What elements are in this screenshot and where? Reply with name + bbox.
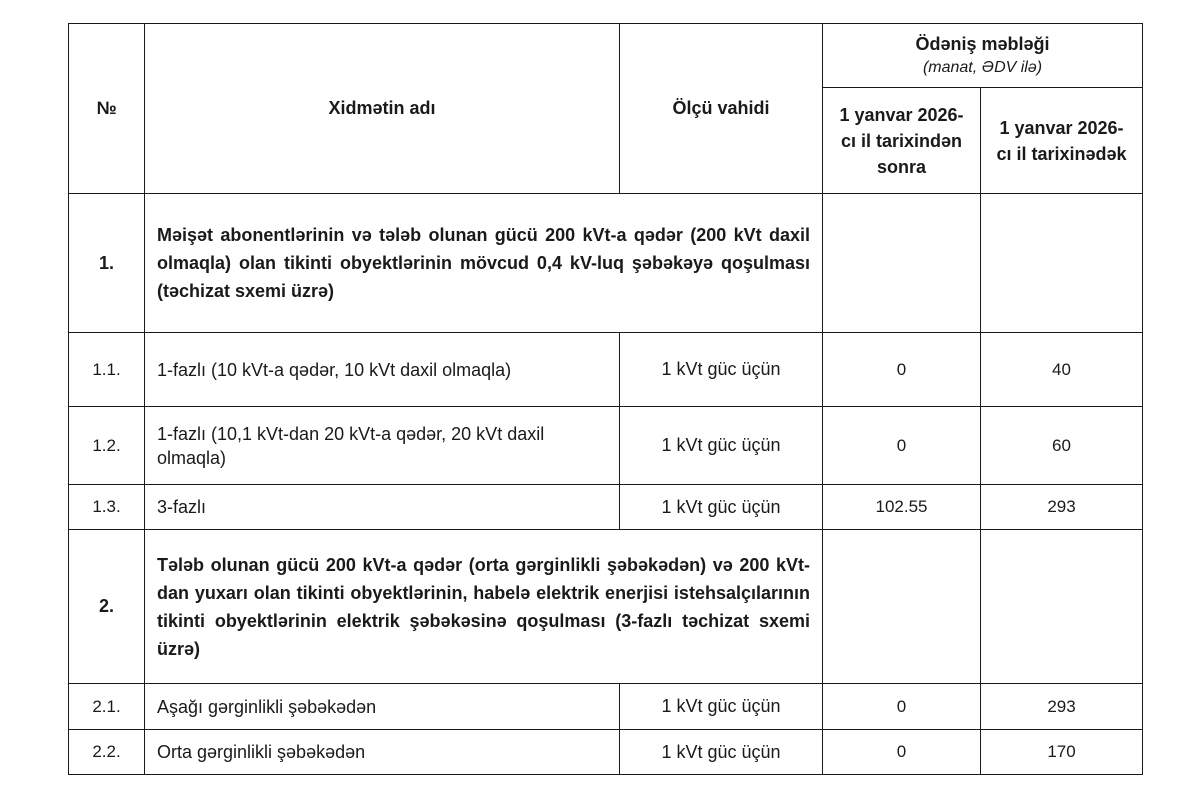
row-unit: 1 kVt güc üçün <box>620 684 823 730</box>
row-number: 1.2. <box>69 407 145 485</box>
section-row <box>69 194 1143 333</box>
row-service-name: Aşağı gərginlikli şəbəkədən <box>145 684 620 730</box>
header-before-date: 1 yanvar 2026-cı il tarixinədək <box>981 88 1143 194</box>
row-service-name: 1-fazlı (10,1 kVt-dan 20 kVt-a qədər, 20 kVt daxil olmaqla) <box>145 407 620 485</box>
row-unit: 1 kVt güc üçün <box>620 333 823 407</box>
row-number: 2.1. <box>69 684 145 730</box>
section-empty-cell <box>823 530 981 684</box>
row-number: 2.2. <box>69 730 145 775</box>
table-row <box>69 407 1143 485</box>
section-row <box>69 530 1143 684</box>
header-payment-title: Ödəniş məbləği <box>915 33 1050 54</box>
row-before-value: 170 <box>981 730 1143 775</box>
row-number: 1.1. <box>69 333 145 407</box>
header-payment-subtitle: (manat, ƏDV ilə) <box>922 58 1043 76</box>
table-row <box>69 485 1143 530</box>
row-service-name: 1-fazlı (10 kVt-a qədər, 10 kVt daxil olmaqla) <box>145 333 620 407</box>
table-row <box>69 684 1143 730</box>
row-before-value: 60 <box>981 407 1143 485</box>
row-service-name: Orta gərginlikli şəbəkədən <box>145 730 620 775</box>
section-title: Məişət abonentlərinin və tələb olunan gücü 200 kVt-a qədər (200 kVt daxil olmaqla) olan tikinti obyektlərinin mövcud 0,4 kV-luq şəbəkəyə qoşulması (təchizat sxemi üzrə) <box>145 194 823 333</box>
row-unit: 1 kVt güc üçün <box>620 730 823 775</box>
tariff-table <box>68 23 1143 775</box>
row-after-value: 0 <box>823 730 981 775</box>
header-unit: Ölçü vahidi <box>620 24 823 194</box>
row-after-value: 0 <box>823 407 981 485</box>
row-after-value: 102.55 <box>823 485 981 530</box>
header-number: № <box>69 24 145 194</box>
table-row <box>69 333 1143 407</box>
row-before-value: 293 <box>981 684 1143 730</box>
row-number: 1.3. <box>69 485 145 530</box>
header-payment-amount <box>823 24 1143 88</box>
row-after-value: 0 <box>823 333 981 407</box>
section-empty-cell <box>981 530 1143 684</box>
row-service-name: 3-fazlı <box>145 485 620 530</box>
row-unit: 1 kVt güc üçün <box>620 485 823 530</box>
section-number: 1. <box>69 194 145 333</box>
header-service-name: Xidmətin adı <box>145 24 620 194</box>
header-after-date: 1 yanvar 2026-cı il tarixindən sonra <box>823 88 981 194</box>
section-empty-cell <box>981 194 1143 333</box>
section-number: 2. <box>69 530 145 684</box>
row-after-value: 0 <box>823 684 981 730</box>
row-before-value: 293 <box>981 485 1143 530</box>
row-unit: 1 kVt güc üçün <box>620 407 823 485</box>
section-title: Tələb olunan gücü 200 kVt-a qədər (orta gərginlikli şəbəkədən) və 200 kVt-dan yuxarı olan tikinti obyektlərinin, habelə elektrik enerjisi istehsalçılarının tikinti obyektlərinin elektrik şəbəkəsinə qoşulması (3-fazlı təchizat sxemi üzrə) <box>145 530 823 684</box>
section-empty-cell <box>823 194 981 333</box>
table-row <box>69 730 1143 775</box>
row-before-value: 40 <box>981 333 1143 407</box>
